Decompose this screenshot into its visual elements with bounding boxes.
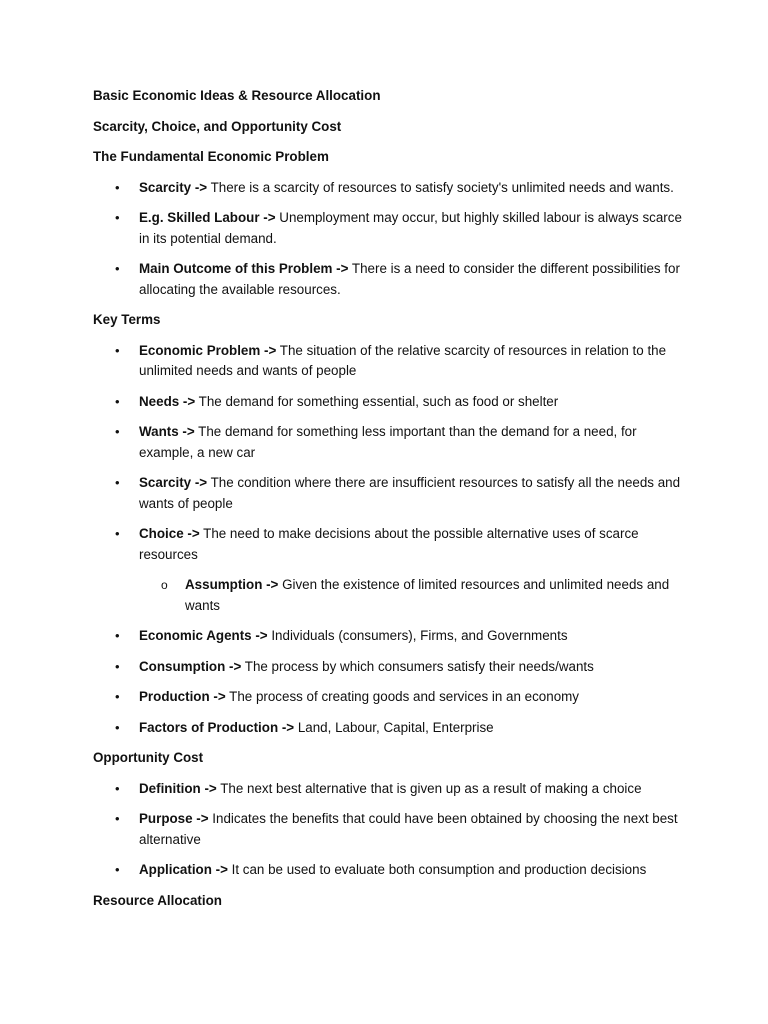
list-item [93, 687, 683, 708]
bullet-icon: • [115, 424, 120, 439]
term-label: E.g. Skilled Labour -> [139, 210, 276, 225]
term-definition: Land, Labour, Capital, Enterprise [294, 719, 494, 735]
term-label: Wants -> [139, 424, 195, 439]
term-label: Assumption -> [185, 577, 279, 592]
fundamental-list [93, 178, 683, 301]
term-definition: The need to make decisions about the possible alternative uses of scarce resources [139, 526, 639, 562]
list-item [93, 524, 683, 616]
sub-bullet-icon: o [161, 578, 168, 592]
bullet-icon: • [115, 719, 120, 735]
document-body [93, 86, 683, 921]
term-definition: The process of creating goods and services in an economy [225, 689, 579, 704]
term-definition: The process by which consumers satisfy their needs/wants [241, 658, 594, 674]
list-item [93, 626, 683, 647]
term-label: Needs -> [139, 393, 196, 409]
bullet-icon: • [115, 658, 120, 674]
section-heading-opportunity-cost: Opportunity Cost [93, 750, 204, 765]
list-item [93, 208, 683, 249]
list-item [93, 178, 683, 199]
term-label: Economic Problem -> [139, 342, 277, 358]
term-label: Factors of Production -> [139, 719, 295, 735]
term-definition: The condition where there are insufficient resources to satisfy all the needs and wants of people [139, 475, 681, 511]
list-item [93, 809, 683, 850]
term-definition: The demand for something essential, such as food or shelter [195, 393, 559, 409]
term-label: Purpose -> [139, 811, 209, 826]
list-item [93, 422, 683, 463]
document-subtitle: Scarcity, Choice, and Opportunity Cost [93, 118, 342, 134]
sub-list [139, 575, 683, 616]
term-label: Production -> [139, 689, 226, 704]
list-item [93, 860, 683, 881]
section-heading-fundamental: The Fundamental Economic Problem [93, 149, 329, 164]
list-item [93, 473, 683, 514]
bullet-icon: • [115, 261, 120, 276]
term-label: Definition -> [139, 780, 217, 796]
bullet-icon: • [115, 628, 120, 643]
term-definition: The demand for something less important than the demand for a need, for example, a new car [139, 424, 637, 460]
key-terms-list [93, 341, 683, 739]
list-item [93, 779, 683, 800]
term-label: Economic Agents -> [139, 628, 268, 643]
bullet-icon: • [115, 862, 120, 877]
list-item [93, 718, 683, 739]
bullet-icon: • [115, 811, 120, 826]
bullet-icon: • [115, 475, 120, 490]
bullet-icon: • [115, 526, 120, 541]
term-label: Choice -> [139, 526, 200, 541]
term-definition: It can be used to evaluate both consumption and production decisions [227, 862, 647, 877]
bullet-icon: • [115, 689, 120, 704]
list-item [93, 259, 683, 300]
term-label: Consumption -> [139, 658, 242, 674]
term-label: Scarcity -> [139, 179, 208, 195]
term-label: Scarcity -> [139, 475, 208, 490]
opportunity-cost-list [93, 779, 683, 881]
list-item [93, 392, 683, 413]
bullet-icon: • [115, 210, 120, 225]
term-definition: Given the existence of limited resources and unlimited needs and wants [185, 577, 670, 613]
term-definition: Unemployment may occur, but highly skilled labour is always scarce in its potential demand. [139, 210, 682, 246]
section-heading-key-terms: Key Terms [93, 312, 161, 327]
term-definition: The next best alternative that is given up as a result of making a choice [216, 780, 642, 796]
term-label: Application -> [139, 862, 228, 877]
bullet-icon: • [115, 179, 120, 195]
term-definition: The situation of the relative scarcity of resources in relation to the unlimited needs and wants of people [139, 342, 667, 378]
term-definition: There is a need to consider the different possibilities for allocating the available resources. [139, 261, 680, 297]
term-definition: Individuals (consumers), Firms, and Governments [267, 628, 568, 643]
document-title: Basic Economic Ideas & Resource Allocation [93, 88, 381, 103]
list-item [93, 341, 683, 382]
term-definition: There is a scarcity of resources to satisfy society's unlimited needs and wants. [207, 179, 674, 195]
term-definition: Indicates the benefits that could have been obtained by choosing the next best alternative [139, 811, 678, 847]
bullet-icon: • [115, 393, 120, 409]
bullet-icon: • [115, 342, 120, 358]
term-label: Main Outcome of this Problem -> [139, 261, 349, 276]
section-heading-resource-allocation: Resource Allocation [93, 892, 222, 908]
list-item [93, 657, 683, 678]
bullet-icon: • [115, 780, 120, 796]
sub-list-item [139, 575, 683, 616]
